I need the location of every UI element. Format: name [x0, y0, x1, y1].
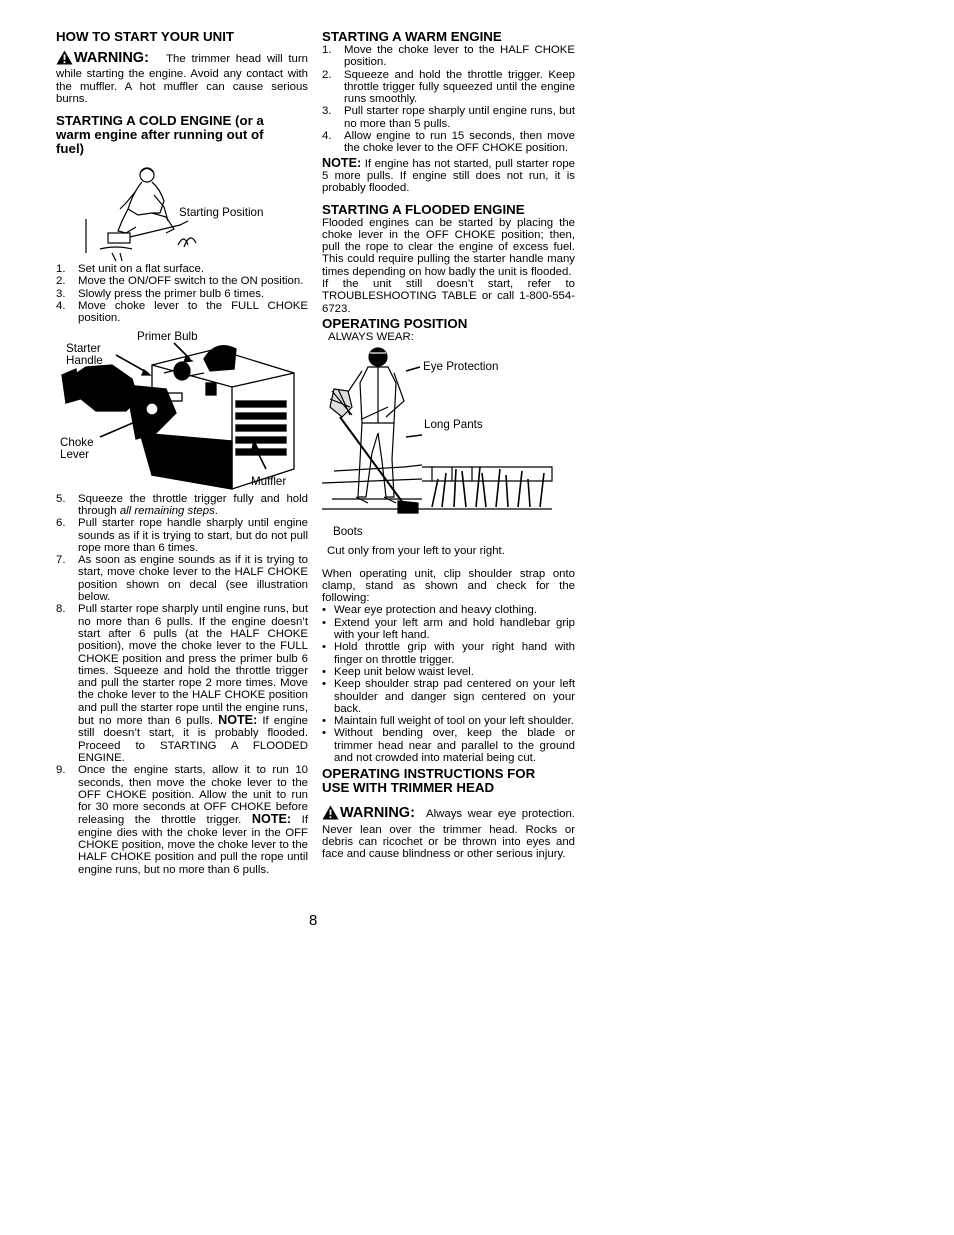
cold-steps-list-b	[56, 493, 308, 876]
operating-paragraph: When operating unit, clip shoulder strap onto clamp, stand as shown and check for the following:	[322, 567, 575, 605]
long-pants-label: Long Pants	[424, 418, 483, 432]
boots-label: Boots	[333, 525, 363, 539]
list-item: 4. Move choke lever to the FULL CHOKE position.	[56, 300, 308, 325]
list-item: 5. Squeeze the throttle trigger fully and hold through all remaining steps.	[56, 492, 308, 517]
eye-protection-label: Eye Protection	[423, 360, 499, 374]
list-item: 9. Once the engine starts, allow it to run 10 seconds, then move the choke lever to the OFF CHOKE position. Allow the unit to run for 30 more seconds at OFF CHOKE before releasing the throttle trigger. NOTE: If engine dies with the choke lever in the OFF CHOKE position, move the choke lever to the HALF CHOKE position and pull the rope until engine runs, but no more than 6 pulls.	[56, 764, 309, 876]
warning-label: WARNING:	[340, 805, 415, 822]
warning-text: The trimmer head will turn while starting the engine. Avoid any contact with the muffler. A hot muffler can cause serious burns.	[56, 53, 308, 105]
left-column	[56, 30, 308, 876]
starter-handle-label-1: Starter	[66, 341, 101, 355]
list-item: • Keep unit below waist level.	[322, 665, 474, 678]
operating-checklist	[322, 604, 575, 764]
warm-steps-list	[322, 44, 575, 155]
warning-triangle-icon	[56, 50, 73, 68]
cold-steps-list-a	[56, 263, 308, 324]
page-number: 8	[309, 912, 318, 929]
starter-handle-label-2: Handle	[66, 353, 103, 367]
list-item: • Without bending over, keep the blade or trimmer head near and parallel to the ground and not crowded into material being cut.	[322, 727, 575, 764]
warning-triangle-icon	[322, 805, 339, 823]
list-item: • Wear eye protection and heavy clothing.	[322, 604, 538, 617]
operating-position-heading: OPERATING POSITION	[322, 315, 468, 331]
starting-position-figure	[56, 161, 308, 263]
list-item: 1. Set unit on a flat surface.	[56, 263, 205, 276]
list-item: • Maintain full weight of tool on your left shoulder.	[322, 715, 574, 728]
list-item: • Extend your left arm and hold handlebar grip with your left hand.	[322, 616, 575, 642]
cut-direction-caption: Cut only from your left to your right.	[327, 545, 505, 558]
engine-controls-figure	[56, 329, 308, 493]
warning-paragraph	[56, 50, 308, 105]
list-item: 1. Move the choke lever to the HALF CHOKE position.	[322, 44, 575, 69]
right-column	[322, 30, 575, 860]
warning-paragraph-2	[322, 805, 575, 860]
troubleshooting-paragraph: If the unit still doesn’t start, refer to TROUBLESHOOTING TABLE or call 1-800-554-6723.	[322, 278, 575, 315]
trimmer-instructions-heading: OPERATING INSTRUCTIONS FOR USE WITH TRIMMER HEAD	[322, 766, 536, 796]
list-item: 8. Pull starter rope sharply until engine runs, but no more than 6 pulls. If the engine doesn’t start after 6 pulls (at the HALF CHOKE position), move the choke lever to the FULL CHOKE position and press the primer bulb 6 times. Squeeze and hold the throttle trigger and pull the starter rope 2 more times. Move the choke lever to the HALF CHOKE position and pull the starter rope until the engine runs, but no more than 6 pulls. NOTE: If engine still doesn’t start, it is probably flooded. Proceed to STARTING A FLOODED ENGINE.	[56, 603, 308, 764]
list-item: 4. Allow engine to run 15 seconds, then move the choke lever to the OFF CHOKE position.	[322, 130, 575, 155]
list-item: 3. Pull starter rope sharply until engine runs, but no more than 5 pulls.	[322, 105, 575, 130]
cold-engine-heading: STARTING A COLD ENGINE (or a warm engine after running out of fuel)	[56, 113, 264, 157]
note-text: If engine has not started, pull starter rope 5 more pulls. If engine still does not run, it is probably flooded.	[322, 157, 576, 195]
list-item: 3. Slowly press the primer bulb 6 times.	[56, 287, 265, 300]
how-to-start-heading: HOW TO START YOUR UNIT	[56, 29, 235, 44]
list-item: 2. Move the ON/OFF switch to the ON position.	[56, 275, 304, 288]
list-item: 7. As soon as engine sounds as if it is trying to start, move choke lever to the HALF CHOKE position shown on decal (see illustration below.	[56, 554, 308, 604]
warning-text: Always wear eye protection. Never lean over the trimmer head. Rocks or debris can ricochet or be thrown into eyes and face and cause blindness or other serious injury.	[322, 808, 575, 861]
flooded-paragraph: Flooded engines can be started by placing the choke lever in the OFF CHOKE position; then, pull the rope to clear the engine of excess fuel. This could require pulling the starter handle many times depending on how badly the unit is flooded.	[322, 216, 575, 278]
starting-position-label: Starting Position	[179, 206, 264, 220]
note-label: NOTE:	[322, 155, 362, 170]
list-item: 2. Squeeze and hold the throttle trigger. Keep throttle trigger fully squeezed until the engine runs smoothly.	[322, 68, 575, 106]
operator-with-trimmer-illustration	[322, 343, 575, 543]
choke-lever-label-1: Choke	[60, 435, 94, 449]
note-paragraph	[322, 157, 575, 195]
muffler-label: Muffler	[251, 474, 287, 488]
choke-lever-label-2: Lever	[60, 447, 90, 461]
operating-position-figure	[322, 343, 575, 543]
list-item: 6. Pull starter rope handle sharply until engine sounds as if it is trying to start, but do not pull rope more than 6 times.	[56, 517, 308, 554]
list-item: • Keep shoulder strap pad centered on your left shoulder and danger sign centered on your back.	[322, 678, 575, 715]
primer-bulb-label: Primer Bulb	[137, 329, 198, 343]
list-item: • Hold throttle grip with your right hand with finger on throttle trigger.	[322, 641, 575, 666]
warm-engine-heading: STARTING A WARM ENGINE	[322, 29, 502, 44]
always-wear-text: ALWAYS WEAR:	[328, 330, 414, 343]
warning-label: WARNING:	[74, 50, 149, 66]
flooded-engine-heading: STARTING A FLOODED ENGINE	[322, 201, 525, 217]
